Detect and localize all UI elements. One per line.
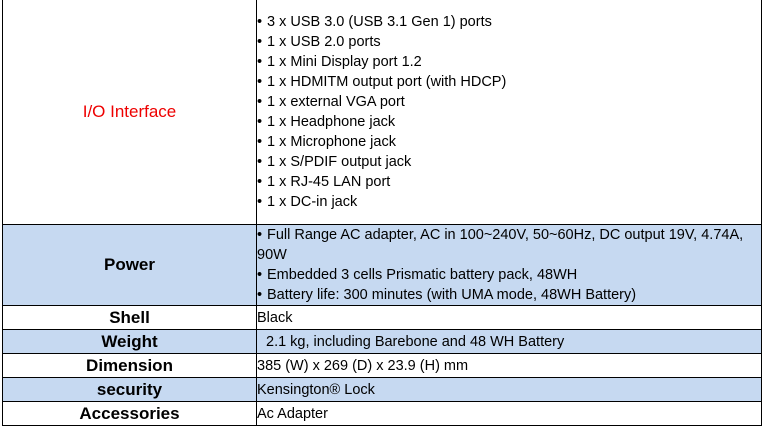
bullet-icon: • (257, 33, 263, 50)
bullet-icon: • (257, 133, 263, 150)
row-label-cell (3, 378, 257, 402)
table-row-accessories (3, 402, 762, 426)
list-item-text: 3 x USB 3.0 (USB 3.1 Gen 1) ports (267, 13, 492, 30)
bullet-icon: • (257, 267, 263, 283)
list-item (257, 192, 761, 212)
list-item-text: 1 x external VGA port (267, 93, 405, 110)
row-value-security: Kensington® Lock (257, 381, 375, 398)
table-row-power (3, 225, 762, 306)
row-label-io-interface: I/O Interface (82, 101, 177, 121)
list-item (257, 72, 761, 92)
row-label-dimension: Dimension (86, 355, 173, 375)
list-item (257, 225, 761, 265)
io-bullet-list (257, 12, 761, 212)
row-value-cell (257, 402, 762, 426)
list-item (257, 12, 761, 32)
list-item-text: 1 x Headphone jack (267, 113, 396, 130)
list-item (257, 132, 761, 152)
row-label-cell (3, 330, 257, 354)
row-label-weight: Weight (101, 331, 158, 351)
bullet-icon: • (257, 173, 263, 190)
bullet-icon: • (257, 287, 263, 303)
bullet-icon: • (257, 73, 263, 90)
table-row-security (3, 378, 762, 402)
row-label-cell (3, 354, 257, 378)
row-label-cell (3, 0, 257, 225)
row-value-cell (257, 306, 762, 330)
list-item (257, 32, 761, 52)
row-label-cell (3, 225, 257, 306)
row-value-weight: 2.1 kg, including Barebone and 48 WH Battery (266, 333, 565, 350)
row-value-cell (257, 354, 762, 378)
row-value-cell (257, 330, 762, 354)
row-value-shell: Black (257, 309, 293, 326)
bullet-icon: • (257, 193, 263, 210)
list-item (257, 152, 761, 172)
list-item-text: 1 x USB 2.0 ports (267, 33, 381, 50)
list-item (257, 92, 761, 112)
row-value-accessories: Ac Adapter (257, 405, 328, 422)
bullet-icon: • (257, 153, 263, 170)
list-item (257, 265, 761, 285)
list-item-text: Full Range AC adapter, AC in 100~240V, 50~60Hz, DC output 19V, 4.74A, 90W (257, 227, 744, 263)
row-label-cell (3, 402, 257, 426)
row-value-cell (257, 0, 762, 225)
list-item-text: Battery life: 300 minutes (with UMA mode, 48WH Battery) (267, 287, 637, 303)
table-row-weight (3, 330, 762, 354)
list-item (257, 112, 761, 132)
power-bullet-list (257, 225, 761, 305)
bullet-icon: • (257, 53, 263, 70)
row-label-shell: Shell (109, 307, 150, 327)
row-value-dimension: 385 (W) x 269 (D) x 23.9 (H) mm (257, 357, 469, 374)
table-row-dimension (3, 354, 762, 378)
bullet-icon: • (257, 227, 263, 243)
table-row-shell (3, 306, 762, 330)
list-item (257, 285, 761, 305)
list-item-text: 1 x DC-in jack (267, 193, 358, 210)
row-value-cell (257, 225, 762, 306)
spec-table (2, 0, 762, 426)
row-label-security: security (96, 379, 163, 399)
list-item-text: 1 x HDMITM output port (with HDCP) (267, 73, 507, 90)
list-item-text: Embedded 3 cells Prismatic battery pack, 48WH (267, 267, 578, 283)
bullet-icon: • (257, 113, 263, 130)
list-item-text: 1 x RJ-45 LAN port (267, 173, 391, 190)
bullet-icon: • (257, 13, 263, 30)
list-item (257, 172, 761, 192)
row-label-accessories: Accessories (79, 403, 180, 423)
row-label-power: Power (103, 255, 156, 274)
list-item (257, 52, 761, 72)
list-item-text: 1 x Microphone jack (267, 133, 396, 150)
bullet-icon: • (257, 93, 263, 110)
list-item-text: 1 x S/PDIF output jack (267, 153, 412, 170)
list-item-text: 1 x Mini Display port 1.2 (267, 53, 422, 70)
table-row-io (3, 0, 762, 225)
row-value-cell (257, 378, 762, 402)
row-label-cell (3, 306, 257, 330)
